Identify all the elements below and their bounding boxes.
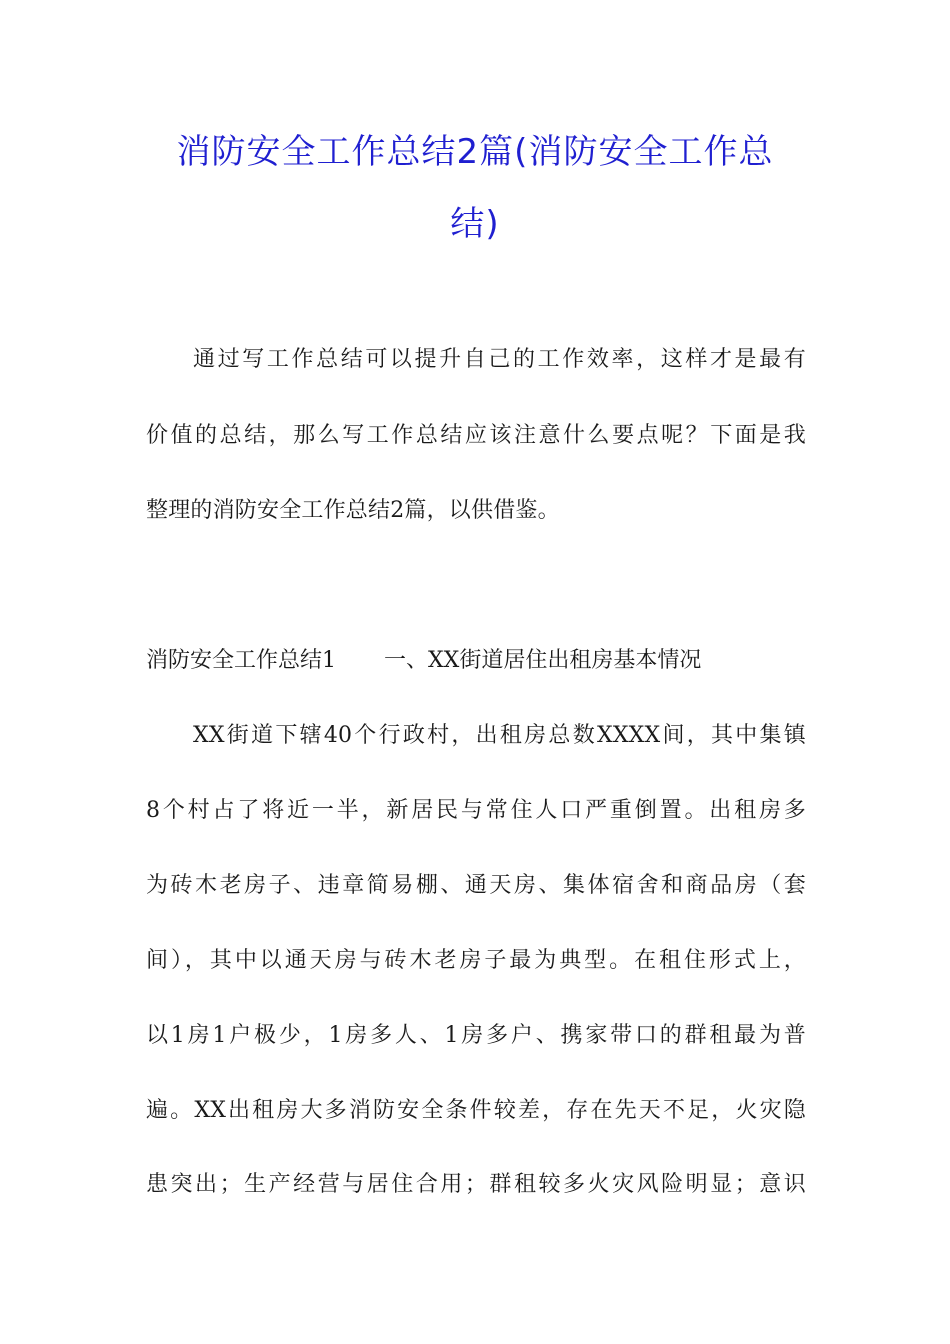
section-label: 消防安全工作总结1 [146,648,336,673]
document-title-line-2: 结) [450,204,500,244]
body-line-3: 为砖木老房子、违章简易棚、通天房、集体宿舍和商品房（套 [146,873,806,898]
body-line-6: 遍。XX出租房大多消防安全条件较差，存在先天不足，火灾隐 [146,1098,806,1123]
intro-line-3: 整理的消防安全工作总结2篇，以供借鉴。 [146,498,560,523]
intro-line-2: 价值的总结，那么写工作总结应该注意什么要点呢？下面是我 [146,423,806,448]
body-line-5: 以1房1户极少，1房多人、1房多户、携家带口的群租最为普 [146,1023,806,1048]
intro-line-1: 通过写工作总结可以提升自己的工作效率，这样才是最有 [193,347,806,372]
section-heading [146,645,701,677]
document-title-line-1: 消防安全工作总结2篇(消防安全工作总 [176,132,774,172]
section-subheading: 一、XX街道居住出租房基本情况 [384,648,702,673]
body-line-4: 间），其中以通天房与砖木老房子最为典型。在租住形式上， [146,948,806,973]
body-line-1: XX街道下辖40个行政村，出租房总数XXXX间，其中集镇 [193,723,806,748]
body-line-7: 患突出；生产经营与居住合用；群租较多火灾风险明显；意识 [146,1172,806,1197]
body-line-2: 8个村占了将近一半，新居民与常住人口严重倒置。出租房多 [146,798,806,823]
